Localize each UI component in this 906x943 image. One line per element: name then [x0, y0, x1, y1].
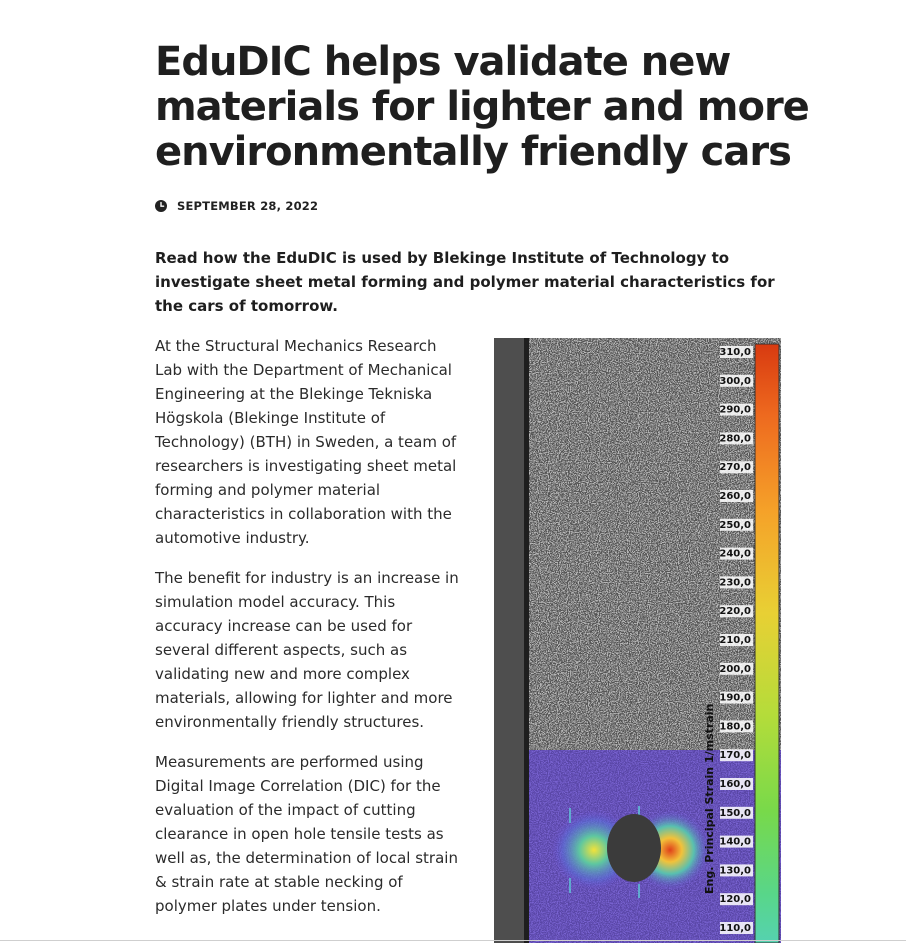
dic-strain-figure — [494, 338, 781, 943]
colorbar-tick-label: 170,0 — [719, 750, 751, 762]
colorbar-tick-label: 130,0 — [719, 865, 751, 877]
article-lead: Read how the EduDIC is used by Blekinge Institute of Technology to investigate sheet metal forming and polymer material characteristics for the cars of tomorrow. — [155, 249, 775, 315]
clock-icon — [155, 200, 167, 212]
colorbar-tick-label: 160,0 — [719, 779, 751, 790]
specimen-hole — [607, 814, 661, 882]
article-meta — [155, 197, 318, 215]
colorbar-tick-label: 150,0 — [719, 807, 751, 819]
colorbar-tick-label: 300,0 — [719, 375, 751, 387]
publish-date: SEPTEMBER 28, 2022 — [177, 199, 319, 213]
colorbar-tick-label: 180,0 — [719, 721, 751, 733]
colorbar-tick-label: 220,0 — [719, 606, 751, 618]
colorbar — [755, 344, 779, 943]
body-paragraph: Measurements are performed using Digital Image Correlation (DIC) for the evaluation of the impact of cutting clearance in open hole tensile tests as well as, the determination of local strain & strain rate at stable necking of polymer plates under tension. — [155, 753, 458, 915]
colorbar-tick-label: 210,0 — [719, 635, 751, 646]
colorbar-tick-label: 250,0 — [719, 519, 751, 531]
body-paragraph: The benefit for industry is an increase in simulation model accuracy. This accuracy increase can be used for several different aspects, such as validating new and more complex materials, allowing for lighter and more environmentally friendly structures. — [155, 569, 459, 731]
colorbar-label: Eng. Principal Strain 1/mstrain — [703, 703, 716, 894]
article-title: EduDIC helps validate new materials for lighter and more environmentally friendly cars — [155, 39, 809, 175]
divider — [0, 940, 906, 941]
colorbar-tick-label: 240,0 — [719, 548, 751, 560]
article-body — [155, 334, 465, 934]
colorbar-tick-label: 280,0 — [719, 433, 751, 445]
colorbar-tick-label: 200,0 — [719, 663, 751, 675]
colorbar-tick-label: 190,0 — [719, 692, 751, 704]
colorbar-tick-label: 270,0 — [719, 462, 751, 474]
colorbar-tick-label: 120,0 — [719, 894, 751, 906]
body-paragraph: At the Structural Mechanics Research Lab with the Department of Mechanical Engineering at the Blekinge Tekniska Högskola (Blekinge Institute of Technology) (BTH) in Sweden, a team of researchers is investigating sheet metal forming and polymer material characteristics in collaboration with the automotive industry. — [155, 337, 457, 547]
colorbar-tick-label: 310,0 — [719, 347, 751, 358]
dic-strain-image — [494, 338, 781, 943]
colorbar-tick-label: 260,0 — [719, 491, 751, 502]
colorbar-tick-label: 140,0 — [719, 836, 751, 848]
colorbar-tick-label: 230,0 — [719, 577, 751, 589]
colorbar-tick-label: 110,0 — [719, 923, 751, 934]
colorbar-tick-label: 290,0 — [719, 404, 751, 416]
